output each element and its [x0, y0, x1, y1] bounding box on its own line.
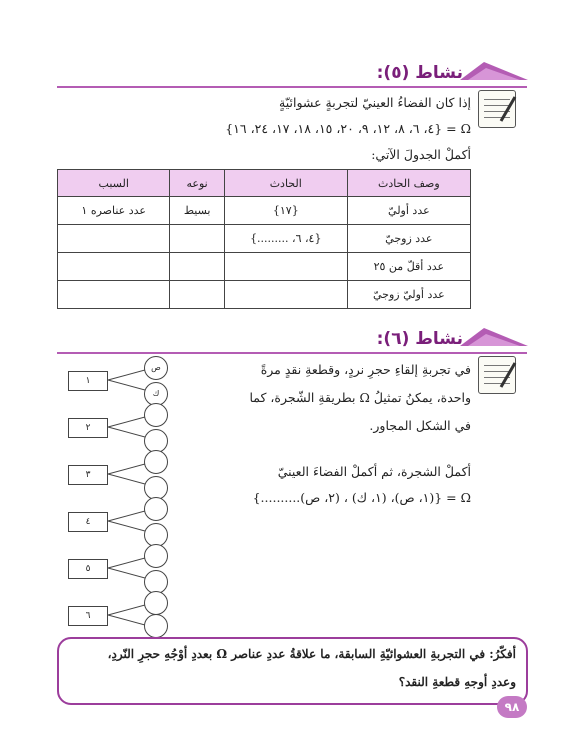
header-description: وصف الحادث: [347, 170, 470, 197]
activity-6-line-1: في تجربةِ إلقاءِ حجرِ نردٍ، وقطعةِ نقدٍ مرةً: [260, 362, 471, 377]
tree-die-6: ٦: [68, 606, 108, 626]
cell: [170, 281, 224, 309]
cell: عدد أوليّ: [347, 197, 470, 225]
cell: عدد أوليّ زوجيّ: [347, 281, 470, 309]
tree-die-5: ٥: [68, 559, 108, 579]
think-line-1: أفكّرُ: في التجربةِ العشوائيّةِ السابقة، ما علاقةُ عددِ عناصر Ω بعددِ أوْجُهِ حجرِ النّردِ،: [107, 647, 516, 661]
table-row: [58, 197, 471, 225]
page-number: ٩٨: [497, 696, 527, 718]
activity-6-rule: [57, 352, 527, 354]
tree-die-4: ٤: [68, 512, 108, 532]
tree-coin-heads: ص: [144, 356, 168, 380]
tree-die-2: ٢: [68, 418, 108, 438]
tree-die-3: ٣: [68, 465, 108, 485]
tree-diagram-lines: [60, 355, 190, 630]
activity-6-title: نشاط (٦):: [376, 329, 463, 349]
notepad-icon: [478, 356, 516, 394]
cell: عدد عناصره ١: [58, 197, 170, 225]
cell: {٤، ٦، .........}: [224, 225, 347, 253]
cell: [170, 253, 224, 281]
header-event: الحادث: [224, 170, 347, 197]
cell: [58, 253, 170, 281]
activity-5-intro: إذا كان الفضاءُ العينيّ لتجربةٍ عشوائيّةٍ: [279, 95, 471, 110]
notepad-icon: [478, 90, 516, 128]
activity-5-sample-space: Ω = {٤، ٦، ٨، ١٢، ٩، ٢٠، ١٥، ١٨، ١٧، ٢٤، ١٦}: [225, 121, 471, 136]
activity-6-line-5: Ω = {(١، ص)، (١، ك) ، (٢، ص)..........}: [252, 490, 471, 505]
header-reason: السبب: [58, 170, 170, 197]
activity-5-rule: [57, 86, 527, 88]
cell: عدد زوجيّ: [347, 225, 470, 253]
table-row: [58, 225, 471, 253]
table-header-row: [58, 170, 471, 197]
tree-die-1: ١: [68, 371, 108, 391]
tree-blank-circle: [144, 544, 168, 568]
activity-6-line-2: واحدة، يمكنُ تمثيلُ Ω بطريقةِ الشّجرة، كما: [249, 390, 471, 405]
header-type: نوعه: [170, 170, 224, 197]
tree-blank-circle: [144, 497, 168, 521]
cell: [224, 281, 347, 309]
tree-blank-circle: [144, 614, 168, 638]
cell: [224, 253, 347, 281]
cell: [58, 225, 170, 253]
table-row: [58, 253, 471, 281]
tree-coin-tails: ك: [144, 382, 168, 406]
cell: [58, 281, 170, 309]
table-row: [58, 281, 471, 309]
tree-blank-circle: [144, 403, 168, 427]
tree-blank-circle: [144, 450, 168, 474]
events-table: [57, 169, 471, 309]
think-line-2: وعددِ أوجهِ قطعةِ النقد؟: [398, 675, 516, 689]
cell: {١٧}: [224, 197, 347, 225]
think-box: [57, 637, 528, 705]
cell: عدد أقلّ من ٢٥: [347, 253, 470, 281]
tree-blank-circle: [144, 591, 168, 615]
activity-5-title: نشاط (٥):: [376, 63, 463, 83]
cell: بسيط: [170, 197, 224, 225]
cell: [170, 225, 224, 253]
activity-6-line-4: أكملْ الشجرة، ثم أكملْ الفضاءَ العينيّ: [277, 464, 471, 479]
activity-6-line-3: في الشكل المجاور.: [369, 418, 471, 433]
activity-5-instruction: أكملْ الجدولَ الآتي:: [371, 147, 471, 162]
